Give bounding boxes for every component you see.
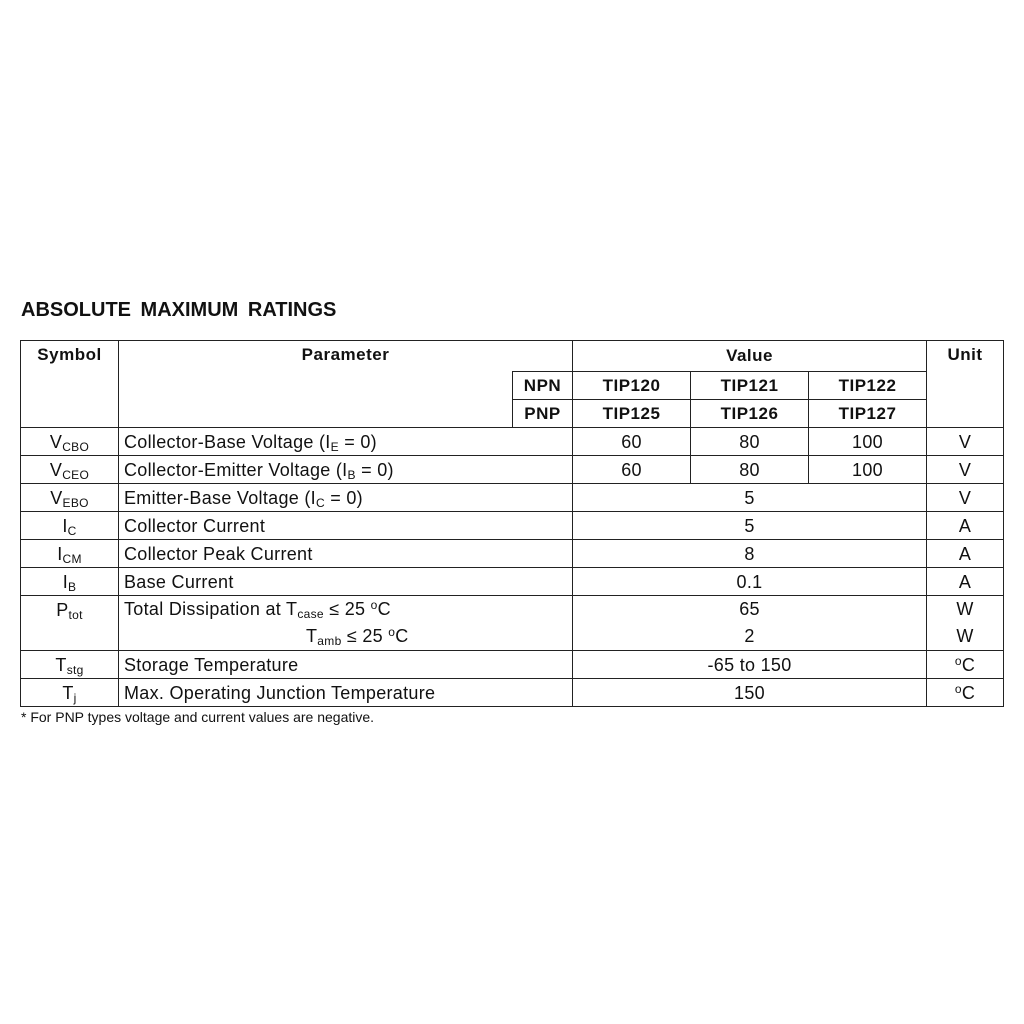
table-row: [21, 568, 1004, 596]
value: 150: [573, 679, 927, 707]
value: 8: [573, 540, 927, 568]
table-row: [21, 512, 1004, 540]
unit: $^o$C: [927, 679, 1004, 707]
table-row: [21, 596, 1004, 651]
header-unit: Unit: [927, 341, 1004, 428]
parameter: Collector Peak Current: [119, 540, 573, 568]
pnp-part: TIP125: [573, 400, 691, 428]
unit: $^o$C: [927, 651, 1004, 679]
value: 5: [573, 512, 927, 540]
value: 0.1: [573, 568, 927, 596]
symbol: $P_{tot}$: [21, 596, 119, 651]
symbol: $V_{EBO}$: [21, 484, 119, 512]
header-parameter: Parameter: [119, 341, 573, 372]
value: 5: [573, 484, 927, 512]
unit: V: [927, 428, 1004, 456]
parameter: Storage Temperature: [119, 651, 573, 679]
value: 60: [573, 428, 691, 456]
npn-part: TIP122: [809, 372, 927, 400]
unit: A: [927, 568, 1004, 596]
parameter: Collector-Emitter Voltage $(I_B = 0)$: [119, 456, 573, 484]
symbol: $I_{CM}$: [21, 540, 119, 568]
footnote: * For PNP types voltage and current values are negative.: [21, 709, 375, 725]
unit: A: [927, 512, 1004, 540]
value: 60: [573, 456, 691, 484]
section-title: ABSOLUTE MAXIMUM RATINGS: [21, 299, 337, 321]
npn-part: TIP120: [573, 372, 691, 400]
ratings-table: [20, 340, 1004, 707]
table-container: [20, 340, 1004, 726]
npn-part: TIP121: [691, 372, 809, 400]
symbol: $I_B$: [21, 568, 119, 596]
value: 80: [691, 428, 809, 456]
unit: V: [927, 484, 1004, 512]
value: 65 2: [573, 596, 927, 651]
parameter: Collector-Base Voltage $(I_E = 0)$: [119, 428, 573, 456]
table-row: [21, 540, 1004, 568]
unit: A: [927, 540, 1004, 568]
symbol: $I_C$: [21, 512, 119, 540]
parameter: Collector Current: [119, 512, 573, 540]
parameter: Emitter-Base Voltage $(I_C = 0)$: [119, 484, 573, 512]
table-row: [21, 484, 1004, 512]
table-row: [21, 679, 1004, 707]
parameter: Base Current: [119, 568, 573, 596]
table-row: [21, 428, 1004, 456]
symbol: $T_{stg}$: [21, 651, 119, 679]
header-blank: [119, 372, 513, 428]
symbol: $V_{CBO}$: [21, 428, 119, 456]
symbol: $V_{CEO}$: [21, 456, 119, 484]
symbol: $T_j$: [21, 679, 119, 707]
header-symbol: Symbol: [21, 341, 119, 428]
header-value: Value: [573, 341, 927, 372]
header-npn: NPN: [513, 372, 573, 400]
parameter: Max. Operating Junction Temperature: [119, 679, 573, 707]
table-row: [21, 456, 1004, 484]
unit: V: [927, 456, 1004, 484]
pnp-part: TIP126: [691, 400, 809, 428]
parameter: Total Dissipation at $T_{case} \le 25$ $^o$C $T_{amb} \le 25$ $^o$C: [119, 596, 573, 651]
value: -65 to 150: [573, 651, 927, 679]
value: 100: [809, 428, 927, 456]
pnp-part: TIP127: [809, 400, 927, 428]
header-pnp: PNP: [513, 400, 573, 428]
value: 100: [809, 456, 927, 484]
unit: W W: [927, 596, 1004, 651]
value: 80: [691, 456, 809, 484]
table-row: [21, 651, 1004, 679]
